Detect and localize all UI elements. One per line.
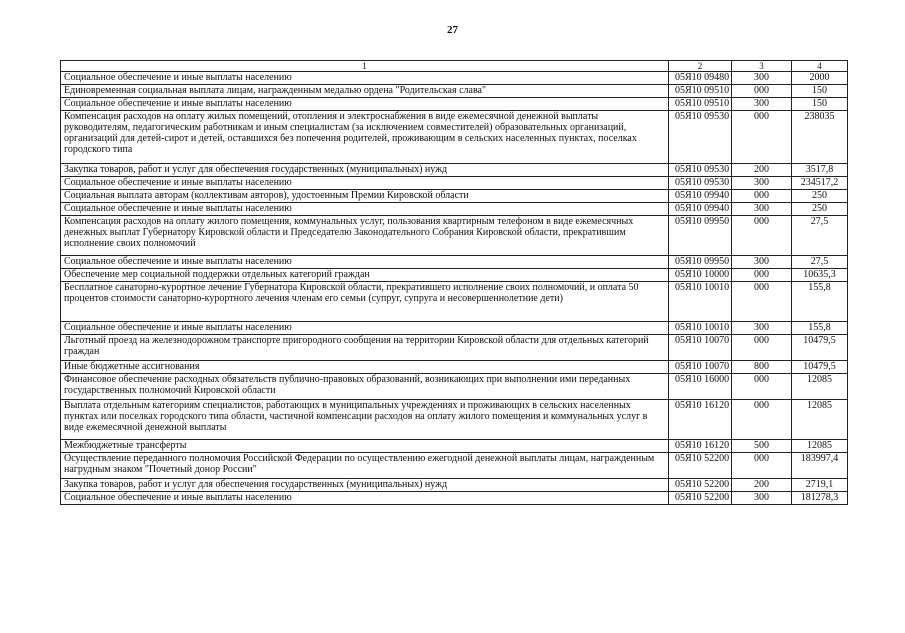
page-number: 27	[447, 24, 458, 36]
row-name: Компенсация расходов на оплату жилых помещений, отопления и электроснабжения в виде ежемесячной денежной выплаты руководителям, педагогическим работникам и иным специалистам (за исключением совместителей) образовательных организаций, организаций для детей-сирот и детей, оставшихся без попечения родителей, проживающим в сельских населенных пунктах, поселках городского типа	[61, 111, 669, 164]
table-row	[61, 282, 848, 322]
row-sum: 150	[792, 98, 848, 111]
row-code: 05Я10 09510	[669, 85, 732, 98]
table-row	[61, 492, 848, 505]
row-vr: 000	[732, 216, 792, 256]
row-sum: 250	[792, 203, 848, 216]
table-row	[61, 111, 848, 164]
row-sum: 27,5	[792, 256, 848, 269]
row-sum: 2000	[792, 72, 848, 85]
row-sum: 12085	[792, 400, 848, 440]
row-vr: 000	[732, 269, 792, 282]
header-cell-3: 3	[732, 61, 792, 72]
row-sum: 3517,8	[792, 164, 848, 177]
row-sum: 183997,4	[792, 453, 848, 479]
row-code: 05Я10 09530	[669, 177, 732, 190]
row-vr: 000	[732, 282, 792, 322]
row-name: Социальное обеспечение и иные выплаты населению	[61, 256, 669, 269]
row-name: Социальное обеспечение и иные выплаты населению	[61, 203, 669, 216]
row-vr: 500	[732, 440, 792, 453]
row-name: Социальное обеспечение и иные выплаты населению	[61, 322, 669, 335]
table-row	[61, 440, 848, 453]
row-sum: 10479,5	[792, 361, 848, 374]
row-vr: 000	[732, 111, 792, 164]
header-cell-4: 4	[792, 61, 848, 72]
table-row	[61, 361, 848, 374]
table-row	[61, 269, 848, 282]
row-vr: 300	[732, 256, 792, 269]
table-row	[61, 216, 848, 256]
header-row	[61, 61, 848, 72]
table-row	[61, 177, 848, 190]
table-row	[61, 453, 848, 479]
row-sum: 181278,3	[792, 492, 848, 505]
row-sum: 12085	[792, 440, 848, 453]
row-name: Бесплатное санаторно-курортное лечение Губернатора Кировской области, прекратившего исполнение своих полномочий, и оплата 50 процентов стоимости санаторно-курортного лечения членам его семьи (супруг, супруга и несовершеннолетние дети)	[61, 282, 669, 322]
row-code: 05Я10 09510	[669, 98, 732, 111]
row-vr: 000	[732, 190, 792, 203]
table-row	[61, 72, 848, 85]
table-row	[61, 374, 848, 400]
row-vr: 300	[732, 98, 792, 111]
header-cell-1: 1	[61, 61, 669, 72]
row-vr: 000	[732, 335, 792, 361]
row-name: Осуществление переданного полномочия Российской Федерации по осуществлению ежегодной денежной выплаты лицам, награжденным нагрудным знаком "Почетный донор России"	[61, 453, 669, 479]
table-row	[61, 85, 848, 98]
row-vr: 200	[732, 479, 792, 492]
row-name: Социальное обеспечение и иные выплаты населению	[61, 98, 669, 111]
row-sum: 10479,5	[792, 335, 848, 361]
row-name: Закупка товаров, работ и услуг для обеспечения государственных (муниципальных) нужд	[61, 479, 669, 492]
row-vr: 300	[732, 492, 792, 505]
row-sum: 27,5	[792, 216, 848, 256]
row-sum: 234517,2	[792, 177, 848, 190]
row-sum: 2719,1	[792, 479, 848, 492]
row-name: Социальное обеспечение и иные выплаты населению	[61, 492, 669, 505]
table-row	[61, 203, 848, 216]
row-vr: 800	[732, 361, 792, 374]
header-cell-2: 2	[669, 61, 732, 72]
row-name: Единовременная социальная выплата лицам, награжденным медалью ордена "Родительская слава"	[61, 85, 669, 98]
table-row	[61, 164, 848, 177]
row-code: 05Я10 09530	[669, 111, 732, 164]
table-row	[61, 335, 848, 361]
row-name: Компенсация расходов на оплату жилого помещения, коммунальных услуг, пользования квартирным телефоном в виде ежемесячных денежных выплат Губернатору Кировской области и Председателю Законодательного Собрания Кировской области, прекратившим исполнение своих полномочий	[61, 216, 669, 256]
row-code: 05Я10 09940	[669, 203, 732, 216]
row-sum: 12085	[792, 374, 848, 400]
row-sum: 155,8	[792, 282, 848, 322]
table-row	[61, 322, 848, 335]
row-sum: 238035	[792, 111, 848, 164]
row-code: 05Я10 52200	[669, 479, 732, 492]
row-name: Социальная выплата авторам (коллективам авторов), удостоенным Премии Кировской области	[61, 190, 669, 203]
row-vr: 300	[732, 72, 792, 85]
row-code: 05Я10 10070	[669, 335, 732, 361]
row-code: 05Я10 09950	[669, 216, 732, 256]
row-code: 05Я10 52200	[669, 453, 732, 479]
row-code: 05Я10 09530	[669, 164, 732, 177]
row-code: 05Я10 09950	[669, 256, 732, 269]
table-row	[61, 256, 848, 269]
table-row	[61, 98, 848, 111]
row-code: 05Я10 09940	[669, 190, 732, 203]
row-vr: 000	[732, 374, 792, 400]
row-name: Выплата отдельным категориям специалистов, работающих в муниципальных учреждениях и проживающих в сельских населенных пунктах или поселках городского типа области, частичной компенсации расходов на оплату жилого помещения и коммунальных услуг в виде ежемесячной денежной выплаты	[61, 400, 669, 440]
row-vr: 200	[732, 164, 792, 177]
row-name: Иные бюджетные ассигнования	[61, 361, 669, 374]
row-name: Межбюджетные трансферты	[61, 440, 669, 453]
budget-table	[60, 60, 848, 505]
row-vr: 300	[732, 322, 792, 335]
row-name: Финансовое обеспечение расходных обязательств публично-правовых образований, возникающих при выполнении ими переданных государственных полномочий Кировской области	[61, 374, 669, 400]
row-code: 05Я10 09480	[669, 72, 732, 85]
row-name: Закупка товаров, работ и услуг для обеспечения государственных (муниципальных) нужд	[61, 164, 669, 177]
row-sum: 155,8	[792, 322, 848, 335]
row-code: 05Я10 16120	[669, 400, 732, 440]
row-code: 05Я10 10010	[669, 322, 732, 335]
table-row	[61, 400, 848, 440]
row-vr: 000	[732, 85, 792, 98]
row-vr: 000	[732, 453, 792, 479]
row-code: 05Я10 52200	[669, 492, 732, 505]
row-name: Социальное обеспечение и иные выплаты населению	[61, 72, 669, 85]
row-name: Обеспечение мер социальной поддержки отдельных категорий граждан	[61, 269, 669, 282]
row-code: 05Я10 16000	[669, 374, 732, 400]
row-code: 05Я10 10070	[669, 361, 732, 374]
row-sum: 250	[792, 190, 848, 203]
row-code: 05Я10 10000	[669, 269, 732, 282]
row-name: Льготный проезд на железнодорожном транспорте пригородного сообщения на территории Кировской области для отдельных категорий граждан	[61, 335, 669, 361]
row-vr: 000	[732, 400, 792, 440]
row-sum: 150	[792, 85, 848, 98]
row-code: 05Я10 10010	[669, 282, 732, 322]
row-sum: 10635,3	[792, 269, 848, 282]
row-vr: 300	[732, 203, 792, 216]
row-vr: 300	[732, 177, 792, 190]
row-name: Социальное обеспечение и иные выплаты населению	[61, 177, 669, 190]
row-code: 05Я10 16120	[669, 440, 732, 453]
table-row	[61, 190, 848, 203]
table-row	[61, 479, 848, 492]
